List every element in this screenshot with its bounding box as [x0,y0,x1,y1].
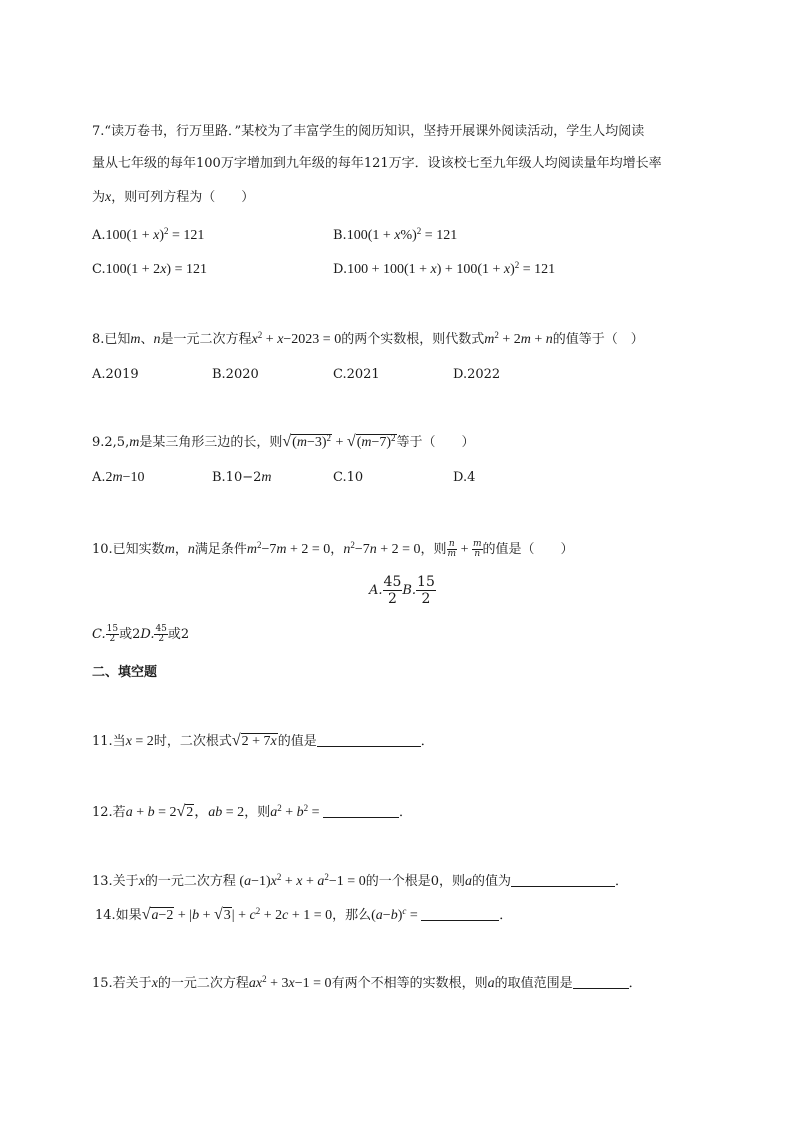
math-var: m [130,332,141,347]
option-label: B. [333,228,347,243]
q8-option-c[interactable]: C.2021 [333,367,380,382]
math-var: x [138,874,145,889]
q14-text: 14.如果 [95,908,142,923]
q10-text: 10.已知实数 [92,542,165,557]
answer-blank[interactable] [323,803,399,818]
option-label: B.10−2 [212,470,262,485]
q9-text: 等于（ ） [396,435,475,450]
answer-blank[interactable] [573,974,629,989]
q9-option-d[interactable]: D.4 [453,470,476,485]
q8-text: 是一元二次方程 [160,332,252,347]
q8-equation: $x^2 + x-2023 = 0$ [251,330,342,347]
q12-text: ，则 [244,805,271,820]
math-var: n [153,332,161,347]
q8-text: 的两个实数根，则代数式 [341,332,485,347]
q14-stem [95,905,512,926]
q13-equation: $(a-1)x^2 + x + a^2-1 = 0$ [235,872,366,889]
q10-option-d[interactable] [140,627,154,642]
q9-text: 9.2,5, [92,435,130,450]
option-math: $100(1 + x)^2 = 121$ [105,226,205,243]
option-suffix: 或2 [119,627,141,642]
q7-line2: 量从七年级的每年100万字增加到九年级的每年121万字．设该校七至九年级人均阅读量年均增长率 [92,156,662,171]
q9-option-c[interactable]: C.10 [333,470,364,485]
q15-text: 的取值范围是 [494,976,573,991]
q8-text: 、 [140,332,154,347]
q10-equation-1: $m^2-7m + 2 = 0$ [246,540,331,557]
q8-text: 8.已知 [92,332,131,347]
q10-option-a[interactable] [369,574,402,607]
fraction: $\frac{n}{m}$ [447,539,457,559]
fraction: $\frac{45}{2}$ [155,624,167,644]
q7-text: 为 [92,190,106,205]
q14-text: ． [499,908,513,923]
q10-options-ab [369,574,436,607]
math-var: n [187,542,195,557]
math-var: a [487,976,495,991]
q10-option-b[interactable] [402,574,436,607]
q10-stem: 10.已知实数m，n满足条件$m^2-7m + 2 = 0$，$n^2-7n + 2 = 0$，则 $\frac{n}{m}$ + $\frac{m}{n}$ 的值是（ ） [92,539,574,559]
option-label: A. [92,228,106,243]
option-math: m [261,470,272,485]
option-label: D. [140,627,155,642]
math-var: m [129,435,140,450]
math-var: x [151,976,158,991]
q7-line3 [92,188,254,208]
q14-text: ，那么 [332,908,372,923]
q8-stem [92,330,644,350]
q11-text: 11.当 [92,734,126,749]
q10-equation-2: $n^2-7n + 2 = 0$ [343,540,421,557]
answer-blank[interactable] [317,732,421,747]
fraction: $\frac{m}{n}$ [472,539,482,559]
q9-option-b[interactable] [212,468,272,488]
q13-text: ． [615,874,629,889]
q11-text: 时，二次根式 [153,734,232,749]
answer-blank[interactable] [421,906,499,921]
fraction: $\frac{15}{2}$ [106,624,119,644]
q15-stem [92,974,642,994]
q11-radical: √2 + 7x [231,732,277,749]
q9-option-a[interactable] [92,468,145,488]
q13-stem [92,872,628,892]
option-math: $100 + 100(1 + x) + 100(1 + x)^2 = 121$ [347,260,556,277]
q13-text: 的值为 [471,874,511,889]
section-heading-fill-in: 二、填空题 [92,665,158,680]
q10-option-c[interactable] [92,627,106,642]
q11-stem [92,731,434,752]
q7-option-a[interactable] [92,226,204,246]
q14-expression: $(a-b)^c$ = [371,906,422,923]
q11-text: ． [420,734,434,749]
option-math: $100(1 + x\%)^2 = 121$ [346,226,458,243]
q9-expression: $√(m-3)^2 + √(m-7)^2$ [282,433,396,450]
q7-text-end: ，则可列方程为（ ） [111,190,255,205]
q10-text: 的值是（ ） [482,542,574,557]
q8-text: 的值等于（ ） [552,332,644,347]
q15-text: 15.若关于 [92,976,152,991]
q11-condition: x = 2 [125,734,154,749]
answer-blank[interactable] [511,872,615,887]
q15-text: 的一元二次方程 [157,976,249,991]
q8-expression: $m^2 + 2m + n$ [484,330,553,347]
q15-text: ． [628,976,642,991]
fraction: $\frac{45}{2}$ [383,574,402,607]
option-math: 100(1 + 2x) = 121 [105,262,207,277]
option-math: 2m−10 [105,470,145,485]
q10-options-cd [92,625,189,645]
q8-option-b[interactable]: B.2020 [212,367,259,382]
q15-equation: $ax^2 + 3x-1 = 0$ [248,974,332,991]
q10-text: 满足条件 [194,542,247,557]
option-label: C. [92,262,106,277]
q10-text: ，则 [420,542,447,557]
q13-text: 的一个根是0，则 [365,874,465,889]
option-label: B. [402,583,417,598]
math-var: a [464,874,472,889]
option-label: D. [333,262,348,277]
q7-line1: 7.“读万卷书，行万里路．”某校为了丰富学生的阅历知识，坚持开展课外阅读活动，学生人均阅读 [92,124,645,139]
fraction: $\frac{15}{2}$ [417,574,435,607]
q12-expression: $a^2 + b^2$ = [270,803,324,820]
option-suffix: 或2 [167,627,190,642]
option-label: C. [92,627,106,642]
q12-text: 12.若 [92,805,126,820]
q15-text: 有两个不相等的实数根，则 [331,976,488,991]
q7-option-d[interactable] [333,260,555,280]
q11-text: 的值是 [277,734,317,749]
q7-variable: x [105,190,112,205]
q14-equation: $√a-2 + |b + √3| + c^2 + 2c + 1 = 0$ [141,906,333,923]
math-var: m [164,542,175,557]
q8-option-d[interactable]: D.2022 [453,367,501,382]
option-label: A. [92,470,106,485]
q12-condition: a + b = 2√2，ab = 2 [125,803,245,820]
q8-option-a[interactable]: A.2019 [92,367,139,382]
q7-option-b[interactable] [333,226,457,246]
q9-stem [92,432,475,453]
q13-text: 的一元二次方程 [144,874,236,889]
q9-text: 是某三角形三边的长，则 [139,435,283,450]
q7-option-c[interactable] [92,260,207,280]
q13-text: 13.关于 [92,874,139,889]
option-label: A. [369,583,383,598]
q12-text: ． [399,805,413,820]
q12-stem [92,802,412,823]
